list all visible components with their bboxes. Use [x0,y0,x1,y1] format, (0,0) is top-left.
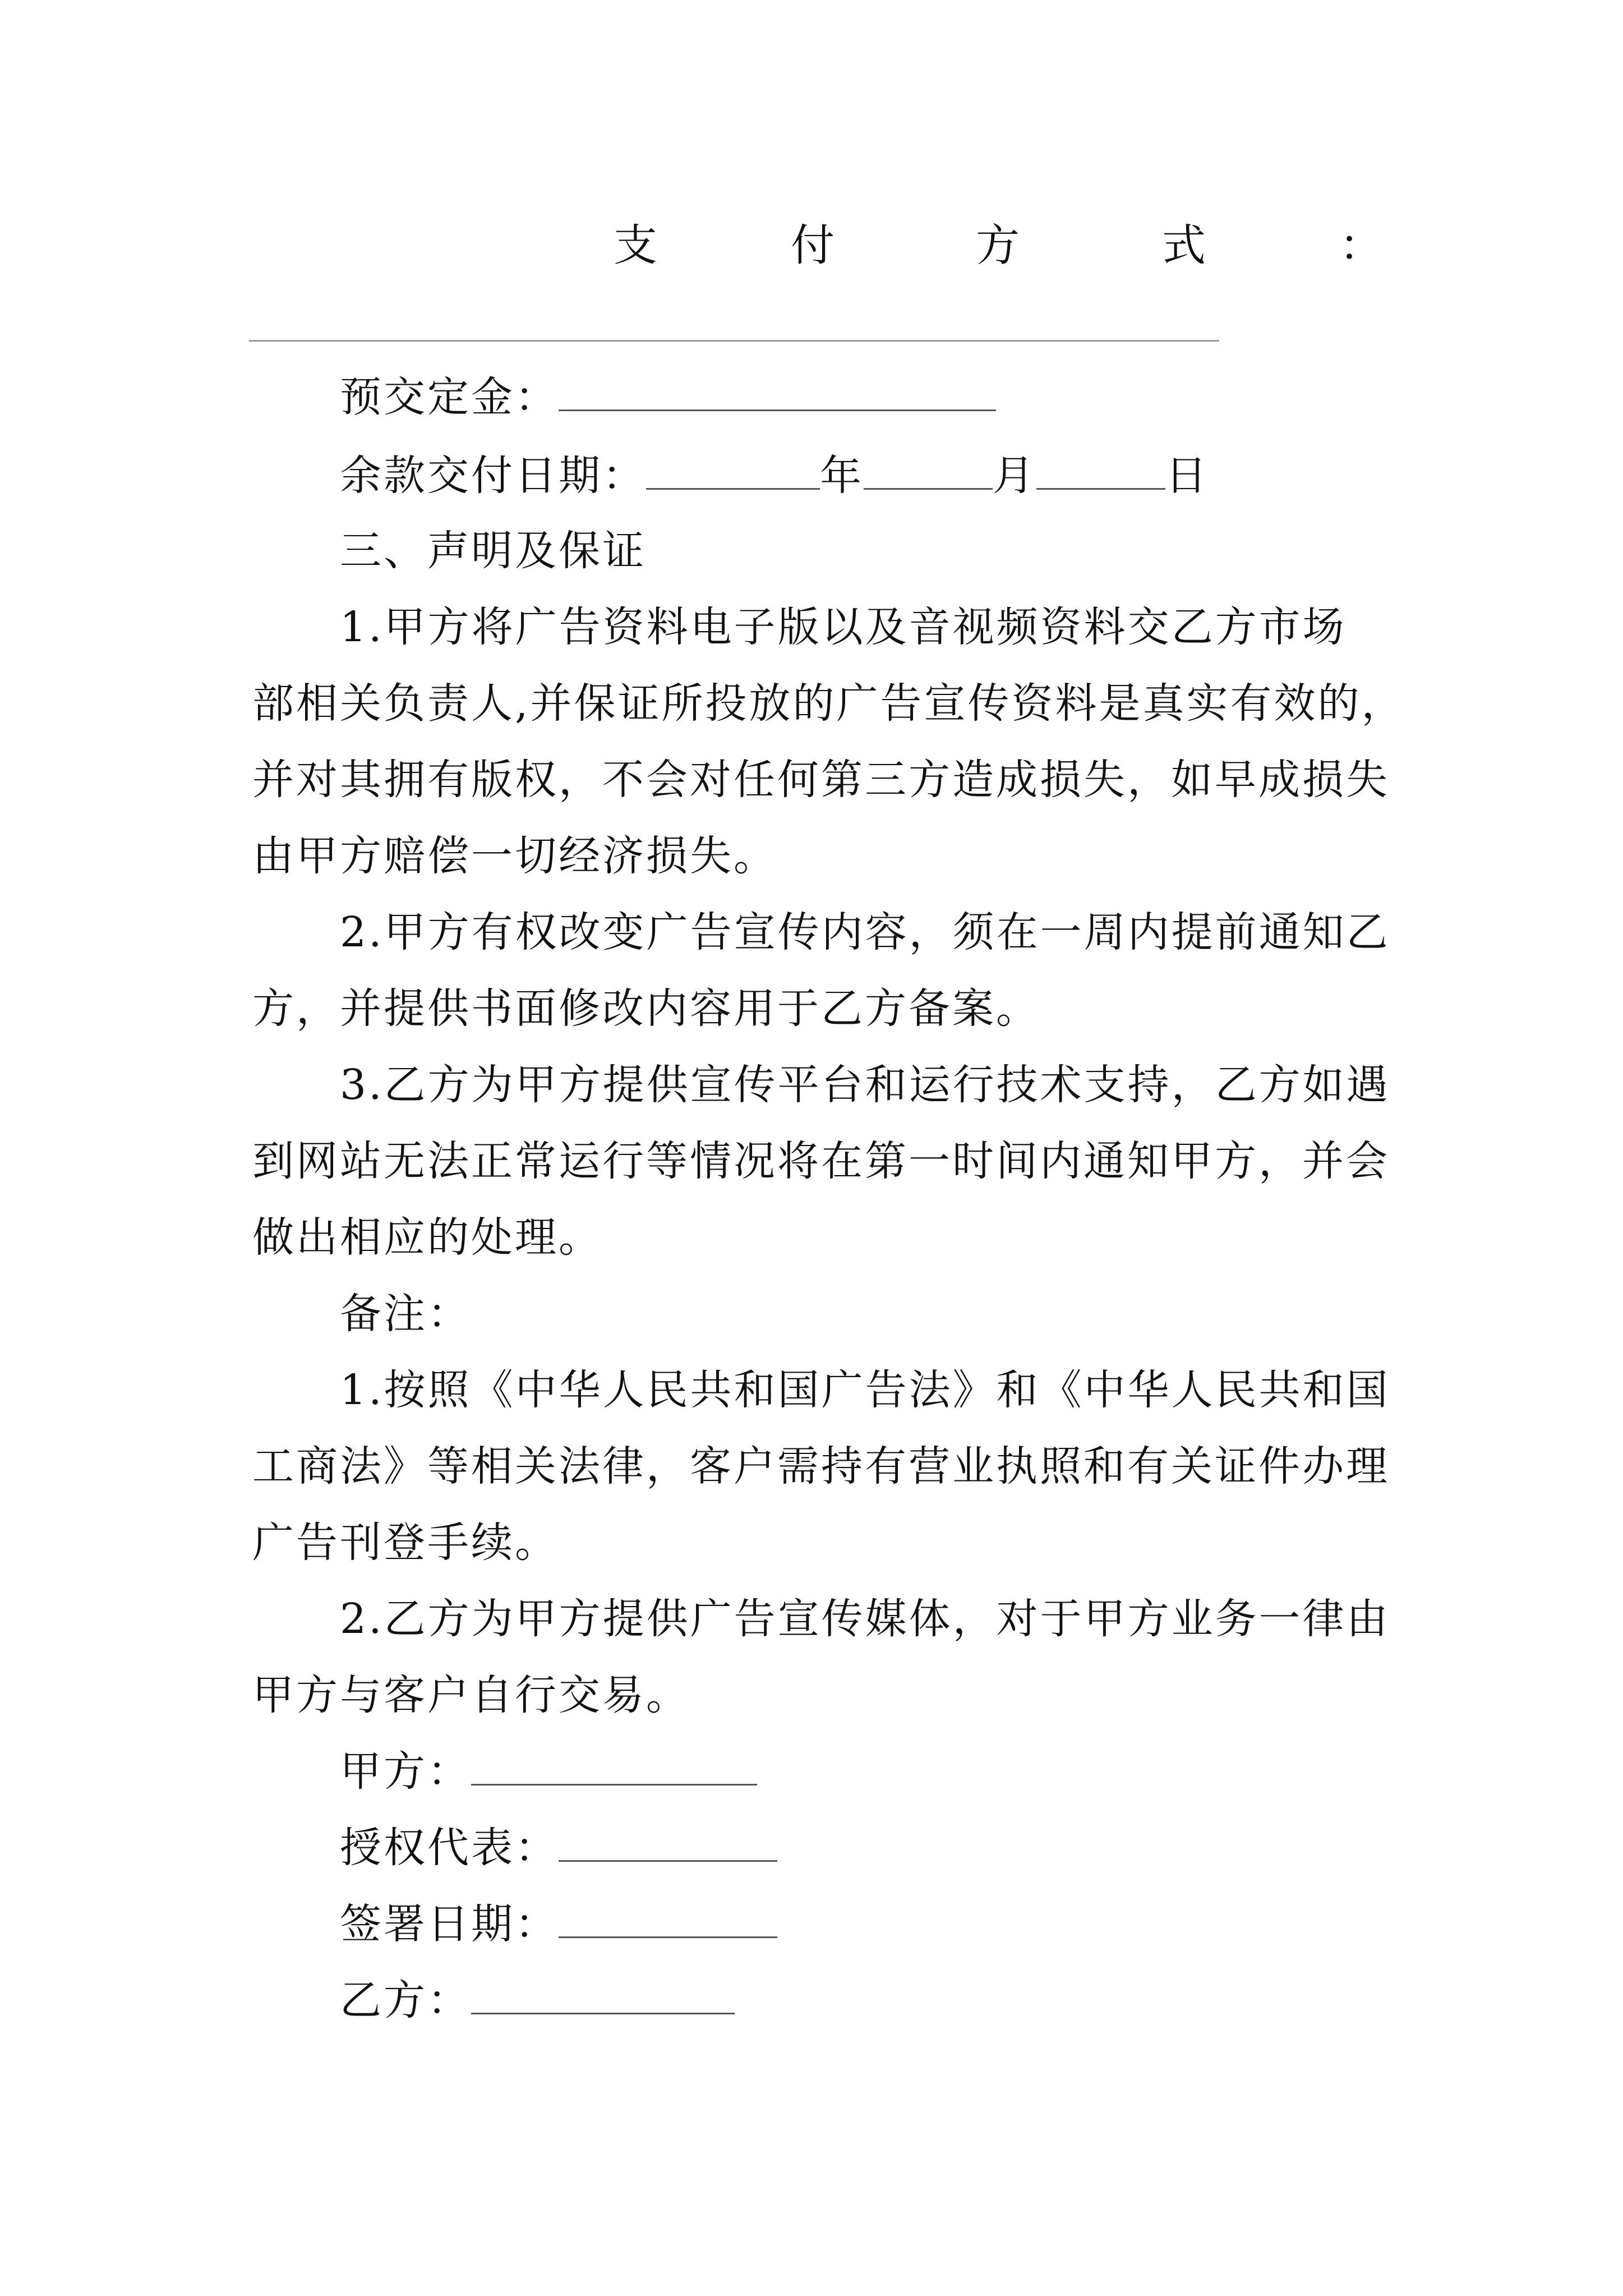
year-label: 年 [820,452,864,500]
deposit-label: 预交定金： [340,373,559,421]
sign-date-label: 签署日期： [340,1900,559,1948]
section3-item2-line2: 方，并提供书面修改内容用于乙方备案。 [252,984,1040,1033]
remarks-item1-line1: 1.按照《中华人民共和国广告法》和《中华人民共和国 [340,1366,1390,1414]
remarks-item1-line3: 广告刊登手续。 [252,1519,559,1567]
party-b-blank[interactable] [471,1972,735,2014]
party-b-line [340,1972,1478,2028]
heading-underline [249,340,1219,342]
heading-colon: ： [1339,220,1384,271]
day-blank[interactable] [1036,448,1165,490]
deposit-blank[interactable] [559,369,996,411]
sign-date-blank[interactable] [559,1896,777,1938]
section3-title: 三、声明及保证 [340,527,646,575]
month-label: 月 [993,452,1036,500]
section3-item1-line4: 由甲方赔偿一切经济损失。 [252,832,777,880]
month-blank[interactable] [864,448,993,490]
representative-line [340,1820,1478,1876]
remarks-item1-line2: 工商法》等相关法律，客户需持有营业执照和有关证件办理 [252,1442,1390,1490]
deposit-line [340,369,1478,425]
party-a-blank[interactable] [471,1743,757,1786]
remarks-item2-line2: 甲方与客户自行交易。 [252,1671,690,1719]
section3-item3-line2: 到网站无法正常运行等情况将在第一时间内通知甲方，并会 [252,1137,1390,1185]
section3-item1-line3: 并对其拥有版权，不会对任何第三方造成损失，如早成损失 [252,756,1390,804]
party-b-label: 乙方： [340,1976,471,2024]
day-label: 日 [1165,452,1209,500]
balance-date-line [340,448,1478,504]
party-a-label: 甲方： [340,1747,471,1796]
representative-label: 授权代表： [340,1824,559,1872]
heading-char-1: 支 [614,220,658,271]
sign-date-line [340,1896,1478,1952]
heading-char-2: 付 [791,220,835,271]
balance-date-label: 余款交付日期： [340,452,646,500]
remarks-title: 备注： [340,1290,471,1338]
year-blank[interactable] [646,448,820,490]
section3-item3-line3: 做出相应的处理。 [252,1213,602,1262]
section3-item2-line1: 2.甲方有权改变广告宣传内容，须在一周内提前通知乙 [340,908,1390,956]
representative-blank[interactable] [559,1820,777,1862]
section3-item3-line1: 3.乙方为甲方提供宣传平台和运行技术支持，乙方如遇 [340,1061,1390,1109]
remarks-item2-line1: 2.乙方为甲方提供广告宣传媒体，对于甲方业务一律由 [340,1595,1390,1643]
section3-item1-line1: 1.甲方将广告资料电子版以及音视频资料交乙方市场 [340,603,1347,651]
party-a-line [340,1743,1478,1800]
heading-char-4: 式 [1162,220,1206,271]
heading-char-3: 方 [976,220,1020,271]
section3-item1-line2: 部相关负责人,并保证所投放的广告宣传资料是真实有效的， [252,679,1405,728]
